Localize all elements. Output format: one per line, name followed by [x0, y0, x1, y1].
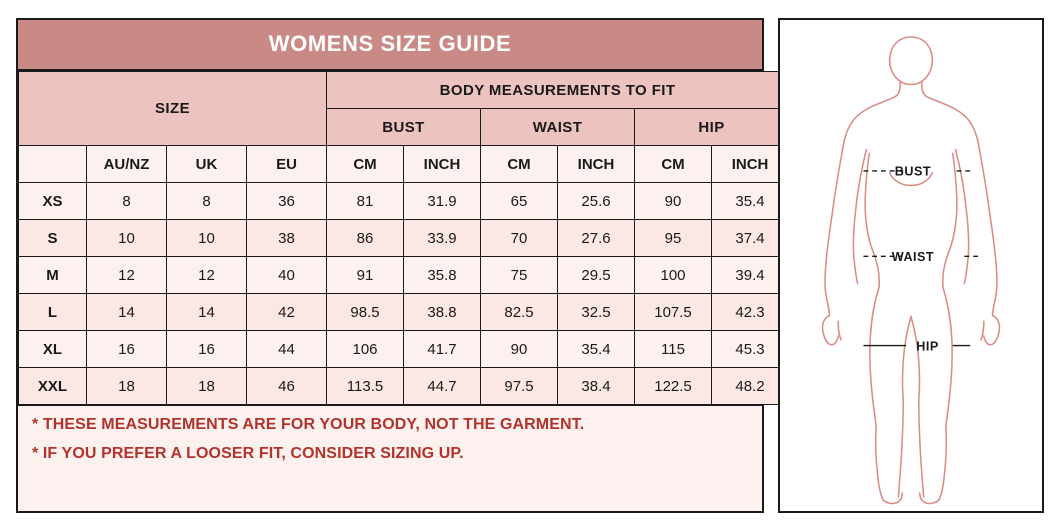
cell-uk: 8 — [167, 183, 247, 220]
cell-hip-cm: 90 — [635, 183, 712, 220]
cell-size: L — [19, 294, 87, 331]
cell-bust-inch: 44.7 — [404, 368, 481, 405]
table-row — [19, 183, 789, 220]
cell-bust-inch: 33.9 — [404, 220, 481, 257]
header-eu: EU — [247, 146, 327, 183]
cell-aunz: 8 — [87, 183, 167, 220]
cell-hip-cm: 107.5 — [635, 294, 712, 331]
cell-waist-cm: 70 — [481, 220, 558, 257]
cell-size: M — [19, 257, 87, 294]
header-hip-inch: INCH — [712, 146, 789, 183]
cell-size: XL — [19, 331, 87, 368]
table-row — [19, 368, 789, 405]
cell-bust-cm: 81 — [327, 183, 404, 220]
table-header-group-row — [19, 72, 789, 109]
header-size-group: SIZE — [19, 72, 327, 146]
cell-hip-inch: 48.2 — [712, 368, 789, 405]
cell-aunz: 16 — [87, 331, 167, 368]
cell-eu: 46 — [247, 368, 327, 405]
cell-bust-inch: 35.8 — [404, 257, 481, 294]
cell-aunz: 18 — [87, 368, 167, 405]
cell-waist-cm: 65 — [481, 183, 558, 220]
header-bust-inch: INCH — [404, 146, 481, 183]
cell-bust-inch: 41.7 — [404, 331, 481, 368]
cell-waist-inch: 27.6 — [558, 220, 635, 257]
cell-hip-cm: 122.5 — [635, 368, 712, 405]
header-hip: HIP — [635, 109, 789, 146]
cell-bust-cm: 86 — [327, 220, 404, 257]
header-waist-cm: CM — [481, 146, 558, 183]
bust-measure-label: BUST — [894, 164, 932, 179]
size-chart-panel — [16, 18, 769, 513]
cell-eu: 42 — [247, 294, 327, 331]
header-blank — [19, 146, 87, 183]
cell-waist-inch: 25.6 — [558, 183, 635, 220]
cell-eu: 36 — [247, 183, 327, 220]
cell-waist-inch: 35.4 — [558, 331, 635, 368]
header-waist: WAIST — [481, 109, 635, 146]
cell-uk: 14 — [167, 294, 247, 331]
cell-hip-cm: 95 — [635, 220, 712, 257]
cell-uk: 18 — [167, 368, 247, 405]
table-row — [19, 294, 789, 331]
cell-aunz: 10 — [87, 220, 167, 257]
cell-eu: 38 — [247, 220, 327, 257]
cell-size: S — [19, 220, 87, 257]
cell-aunz: 14 — [87, 294, 167, 331]
cell-hip-inch: 35.4 — [712, 183, 789, 220]
cell-waist-inch: 38.4 — [558, 368, 635, 405]
header-body-group: BODY MEASUREMENTS TO FIT — [327, 72, 789, 109]
table-row — [19, 257, 789, 294]
body-outline — [823, 37, 1000, 504]
cell-waist-cm: 82.5 — [481, 294, 558, 331]
cell-bust-cm: 113.5 — [327, 368, 404, 405]
cell-eu: 40 — [247, 257, 327, 294]
cell-bust-inch: 31.9 — [404, 183, 481, 220]
table-header-unit-row — [19, 146, 789, 183]
body-figure-panel — [778, 18, 1044, 513]
female-body-diagram — [780, 20, 1042, 511]
header-bust: BUST — [327, 109, 481, 146]
note-looser-fit: * IF YOU PREFER A LOOSER FIT, CONSIDER SIZING UP. — [32, 445, 464, 462]
cell-waist-cm: 90 — [481, 331, 558, 368]
cell-hip-inch: 42.3 — [712, 294, 789, 331]
cell-hip-cm: 115 — [635, 331, 712, 368]
size-table — [18, 71, 789, 405]
cell-bust-inch: 38.8 — [404, 294, 481, 331]
cell-bust-cm: 98.5 — [327, 294, 404, 331]
cell-uk: 16 — [167, 331, 247, 368]
header-waist-inch: INCH — [558, 146, 635, 183]
cell-size: XXL — [19, 368, 87, 405]
cell-aunz: 12 — [87, 257, 167, 294]
cell-hip-cm: 100 — [635, 257, 712, 294]
cell-hip-inch: 45.3 — [712, 331, 789, 368]
table-row — [19, 220, 789, 257]
cell-hip-inch: 39.4 — [712, 257, 789, 294]
cell-hip-inch: 37.4 — [712, 220, 789, 257]
cell-waist-inch: 32.5 — [558, 294, 635, 331]
cell-bust-cm: 106 — [327, 331, 404, 368]
header-uk: UK — [167, 146, 247, 183]
waist-measure-label: WAIST — [891, 250, 935, 265]
cell-bust-cm: 91 — [327, 257, 404, 294]
table-row — [19, 331, 789, 368]
cell-size: XS — [19, 183, 87, 220]
page-title: WOMENS SIZE GUIDE — [18, 20, 762, 71]
cell-waist-inch: 29.5 — [558, 257, 635, 294]
cell-uk: 12 — [167, 257, 247, 294]
header-bust-cm: CM — [327, 146, 404, 183]
hip-measure-label: HIP — [916, 339, 939, 354]
cell-uk: 10 — [167, 220, 247, 257]
header-hip-cm: CM — [635, 146, 712, 183]
cell-eu: 44 — [247, 331, 327, 368]
header-au-nz: AU/NZ — [87, 146, 167, 183]
cell-waist-cm: 75 — [481, 257, 558, 294]
note-measurements: * THESE MEASUREMENTS ARE FOR YOUR BODY, NOT THE GARMENT. — [32, 416, 585, 433]
cell-waist-cm: 97.5 — [481, 368, 558, 405]
notes-section — [18, 405, 762, 511]
